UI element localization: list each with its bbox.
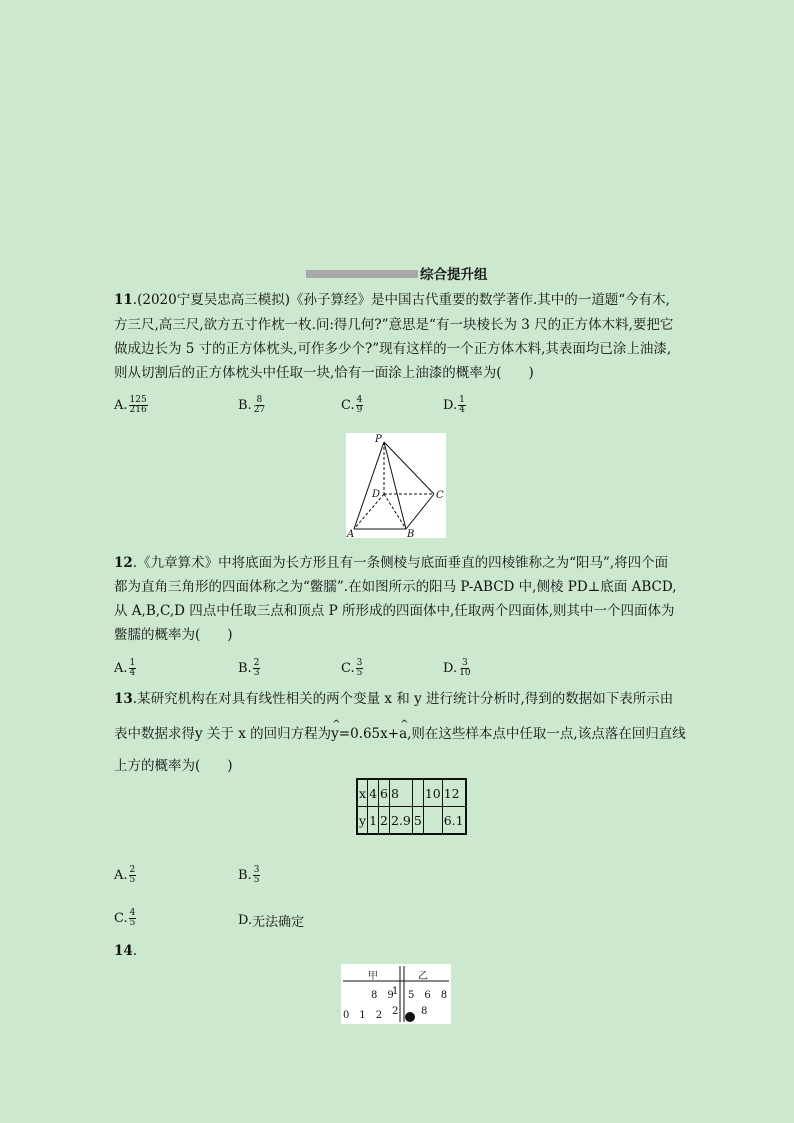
q12-line-1: 12.《九章算术》中将底面为长方形且有一条侧棱与底面垂直的四棱锥称之为“阳马”,将四个面	[114, 555, 669, 571]
q11-option-a[interactable]: A. $\frac{125}{216}$	[114, 395, 147, 415]
table-cell	[412, 779, 423, 807]
fraction: $\frac{4}{5}$	[129, 908, 136, 928]
leaf-left-row-1: 8 9	[371, 990, 394, 1001]
fraction: $\frac{125}{216}$	[129, 395, 147, 415]
q12-option-d[interactable]: D. $\frac{3}{10}$	[443, 658, 471, 678]
pyramid-figure	[346, 433, 446, 538]
table-cell: 10	[423, 779, 442, 807]
vertex-label-p: P	[375, 434, 382, 445]
stem-row-1: 1	[392, 986, 399, 997]
a-hat: ^ a	[399, 726, 407, 742]
stem-row-2: 2	[392, 1006, 399, 1017]
fraction: $\frac{1}{4}$	[459, 395, 465, 415]
q11-line-2: 方三尺,高三尺,欲方五寸作枕一枚.问:得几何?”意思是“有一块棱长为 3 尺的正方体木料,要把它	[114, 317, 674, 333]
table-cell: 1	[368, 807, 379, 835]
q12-line-4: 鳖臑的概率为( )	[114, 627, 233, 643]
vertex-label-a: A	[347, 529, 355, 538]
table-cell: 4	[368, 779, 379, 807]
y-hat: ^ y	[331, 726, 339, 742]
q13-line-1: 13.某研究机构在对具有线性相关的两个变量 x 和 y 进行统计分析时,得到的数据如下表所示由	[114, 691, 674, 707]
q11-option-c[interactable]: C. $\frac{4}{9}$	[341, 395, 363, 415]
q11-option-b[interactable]: B. $\frac{8}{27}$	[238, 395, 266, 415]
stem-leaf-plot	[341, 964, 451, 1024]
q11-number: 11	[114, 292, 133, 308]
table-cell: 6.1	[442, 807, 465, 835]
leaf-right-row-2: 8	[421, 1006, 428, 1017]
q11-line-1: 11.(2020宁夏吴忠高三模拟)《孙子算经》是中国古代重要的数学著作.其中的一道题“今有木,	[114, 292, 670, 308]
unknown-digit-dot	[405, 1006, 415, 1025]
q13-number: 13	[114, 691, 133, 707]
q13-option-c[interactable]: C. $\frac{4}{5}$	[114, 908, 136, 928]
pyramid-diagram	[346, 433, 446, 538]
table-cell: 5	[412, 807, 423, 835]
table-row-x	[357, 779, 466, 807]
fraction: $\frac{2}{5}$	[129, 865, 136, 885]
fraction: $\frac{2}{3}$	[253, 658, 260, 678]
table-cell: 6	[379, 779, 390, 807]
fraction: $\frac{3}{5}$	[253, 865, 260, 885]
header-yi: 乙	[418, 971, 428, 982]
q13-option-d[interactable]: D. 无法确定	[238, 913, 305, 930]
fraction: $\frac{3}{5}$	[356, 658, 363, 678]
q13-option-b[interactable]: B. $\frac{3}{5}$	[238, 865, 260, 885]
q14-heading: 14.	[114, 943, 138, 959]
vertex-label-b: B	[407, 529, 415, 538]
fraction: $\frac{8}{27}$	[253, 395, 266, 415]
table-cell: 8	[389, 779, 412, 807]
leaf-right-row-1: 5 6 8	[408, 990, 448, 1001]
table-cell: 2.9	[389, 807, 412, 835]
q11-line-4: 则从切割后的正方体枕头中任取一块,恰有一面涂上油漆的概率为( )	[114, 365, 534, 381]
vertex-label-c: C	[436, 490, 444, 501]
q13-line-2: 表中数据求得y 关于 x 的回归方程为^ y=0.65x+^ a,则在这些样本点中任取一点,该点落在回归直线	[114, 726, 686, 742]
fraction: $\frac{1}{4}$	[129, 658, 136, 678]
q12-option-a[interactable]: A. $\frac{1}{4}$	[114, 658, 136, 678]
table-cell: 2	[379, 807, 390, 835]
q11-option-d[interactable]: D. $\frac{1}{4}$	[443, 395, 465, 415]
q12-number: 12	[114, 555, 133, 571]
header-jia: 甲	[368, 971, 378, 982]
table-cell: 12	[442, 779, 465, 807]
fraction: $\frac{4}{9}$	[356, 395, 363, 415]
q13-line-3: 上方的概率为( )	[114, 758, 233, 774]
leaf-left-row-2: 0 1 2	[343, 1010, 383, 1021]
section-title: 综合提升组	[420, 267, 488, 283]
q12-option-c[interactable]: C. $\frac{3}{5}$	[341, 658, 363, 678]
q14-number: 14	[114, 943, 133, 959]
table-cell: x	[357, 779, 368, 807]
table-cell: y	[357, 807, 368, 835]
fraction: $\frac{3}{10}$	[459, 658, 471, 678]
vertex-label-d: D	[372, 489, 381, 500]
q12-line-2: 都为直角三角形的四面体称之为“鳖臑”.在如图所示的阳马 P-ABCD 中,侧棱 PD⊥底面 ABCD,	[114, 579, 677, 595]
table-cell	[423, 807, 442, 835]
q12-line-3: 从 A,B,C,D 四点中任取三点和顶点 P 所形成的四面体中,任取两个四面体,则其中一个四面体为	[114, 603, 675, 619]
q11-line-3: 做成边长为 5 寸的正方体枕头,可作多少个?”现有这样的一个正方体木料,其表面均已涂上油漆,	[114, 341, 672, 357]
table-row-y	[357, 807, 466, 835]
regression-data-table	[356, 778, 467, 835]
q12-option-b[interactable]: B. $\frac{2}{3}$	[238, 658, 260, 678]
section-divider-bar	[306, 270, 418, 278]
q13-option-a[interactable]: A. $\frac{2}{5}$	[114, 865, 136, 885]
